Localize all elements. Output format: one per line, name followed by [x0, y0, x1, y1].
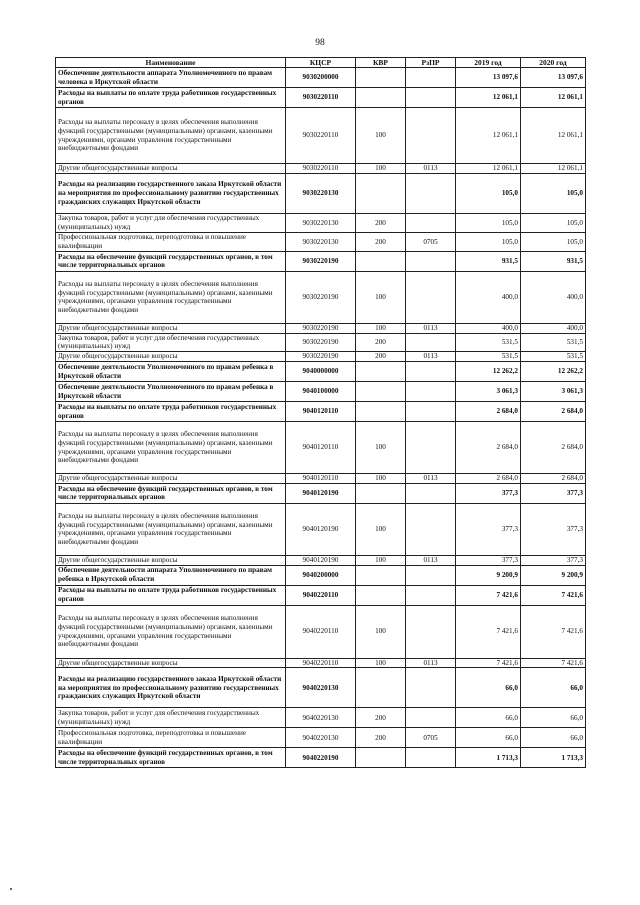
cell-2019: 2 684,0: [456, 402, 521, 422]
cell-rzpr: [406, 402, 456, 422]
cell-rzpr: [406, 173, 456, 213]
cell-kcsr: 9030220190: [286, 251, 356, 271]
header-kcsr: КЦСР: [286, 58, 356, 68]
header-kvr: КВР: [356, 58, 406, 68]
table-row: [56, 708, 586, 728]
cell-name: Профессиональная подготовка, переподготовка и повышение квалификации: [56, 232, 286, 251]
cell-2019: 377,3: [456, 555, 521, 565]
cell-2019: 66,0: [456, 728, 521, 748]
cell-2020: 2 684,0: [521, 422, 586, 474]
table-row: [56, 605, 586, 658]
cell-kcsr: 9040220130: [286, 668, 356, 708]
cell-rzpr: [406, 362, 456, 382]
cell-kcsr: 9030220190: [286, 323, 356, 333]
header-name: Наименование: [56, 58, 286, 68]
cell-kcsr: 9040220110: [286, 658, 356, 668]
cell-rzpr: 0113: [406, 658, 456, 668]
budget-table: [55, 57, 586, 768]
cell-2019: 377,3: [456, 503, 521, 555]
cell-kvr: 100: [356, 503, 406, 555]
cell-2020: 66,0: [521, 728, 586, 748]
cell-rzpr: [406, 333, 456, 352]
cell-name: Расходы на выплаты по оплате труда работников государственных органов: [56, 88, 286, 108]
cell-2019: 105,0: [456, 232, 521, 251]
cell-2020: 105,0: [521, 232, 586, 251]
table-row: [56, 173, 586, 213]
table-row: [56, 565, 586, 585]
cell-kcsr: 9040120190: [286, 503, 356, 555]
cell-rzpr: [406, 108, 456, 164]
cell-kvr: 200: [356, 352, 406, 362]
cell-rzpr: [406, 382, 456, 402]
cell-rzpr: [406, 483, 456, 503]
table-row: [56, 382, 586, 402]
cell-name: Расходы на выплаты по оплате труда работников государственных органов: [56, 402, 286, 422]
cell-2019: 12 061,1: [456, 164, 521, 174]
table-row: [56, 271, 586, 323]
cell-kvr: 200: [356, 232, 406, 251]
cell-kvr: [356, 88, 406, 108]
cell-kcsr: 9040220190: [286, 748, 356, 768]
cell-kcsr: 9030220130: [286, 213, 356, 232]
cell-name: Расходы на обеспечение функций государственных органов, в том числе территориальных органов: [56, 483, 286, 503]
cell-2019: 12 061,1: [456, 88, 521, 108]
cell-kcsr: 9040120110: [286, 422, 356, 474]
cell-rzpr: [406, 271, 456, 323]
cell-rzpr: [406, 503, 456, 555]
cell-kvr: [356, 173, 406, 213]
cell-2020: 105,0: [521, 213, 586, 232]
cell-kcsr: 9040120110: [286, 474, 356, 484]
cell-2019: 12 061,1: [456, 108, 521, 164]
cell-2020: 377,3: [521, 555, 586, 565]
cell-kcsr: 9030200000: [286, 68, 356, 88]
table-row: [56, 748, 586, 768]
cell-2019: 66,0: [456, 708, 521, 728]
cell-2019: 3 061,3: [456, 382, 521, 402]
cell-name: Другие общегосударственные вопросы: [56, 352, 286, 362]
cell-2019: 1 713,3: [456, 748, 521, 768]
table-row: [56, 503, 586, 555]
cell-2020: 2 684,0: [521, 474, 586, 484]
table-row: [56, 728, 586, 748]
cell-2019: 105,0: [456, 173, 521, 213]
cell-kcsr: 9030220130: [286, 232, 356, 251]
table-row: [56, 68, 586, 88]
table-body: [56, 68, 586, 768]
table-row: [56, 323, 586, 333]
cell-2019: 931,5: [456, 251, 521, 271]
cell-kcsr: 9030220190: [286, 352, 356, 362]
cell-kvr: [356, 668, 406, 708]
cell-2020: 13 097,6: [521, 68, 586, 88]
cell-kvr: 200: [356, 213, 406, 232]
cell-2019: 7 421,6: [456, 585, 521, 605]
cell-kcsr: 9040000000: [286, 362, 356, 382]
cell-kvr: [356, 585, 406, 605]
cell-rzpr: 0705: [406, 728, 456, 748]
table-row: [56, 658, 586, 668]
cell-name: Профессиональная подготовка, переподготовка и повышение квалификации: [56, 728, 286, 748]
cell-kcsr: 9030220110: [286, 108, 356, 164]
cell-2019: 7 421,6: [456, 658, 521, 668]
cell-2020: 931,5: [521, 251, 586, 271]
table-row: [56, 251, 586, 271]
table-row: [56, 585, 586, 605]
cell-kvr: [356, 362, 406, 382]
cell-name: Закупка товаров, работ и услуг для обеспечения государственных (муниципальных) нужд: [56, 333, 286, 352]
table-row: [56, 555, 586, 565]
cell-rzpr: [406, 565, 456, 585]
cell-kcsr: 9040220110: [286, 585, 356, 605]
cell-2020: 3 061,3: [521, 382, 586, 402]
cell-rzpr: [406, 88, 456, 108]
cell-kvr: 200: [356, 728, 406, 748]
cell-kvr: [356, 483, 406, 503]
table-row: [56, 352, 586, 362]
cell-kvr: [356, 382, 406, 402]
cell-kcsr: 9040220130: [286, 708, 356, 728]
cell-kvr: 200: [356, 708, 406, 728]
cell-name: Расходы на выплаты персоналу в целях обеспечения выполнения функций государственными (муниципальными) органами, казенными учреждениями, органами управления государственными внебюджетными фондами: [56, 503, 286, 555]
cell-2019: 377,3: [456, 483, 521, 503]
cell-2020: 66,0: [521, 708, 586, 728]
cell-rzpr: 0705: [406, 232, 456, 251]
cell-name: Расходы на реализацию государственного заказа Иркутской области на мероприятия по профессиональному развитию государственных гражданских служащих Иркутской области: [56, 668, 286, 708]
cell-kvr: 100: [356, 422, 406, 474]
cell-kcsr: 9030220110: [286, 88, 356, 108]
cell-2019: 531,5: [456, 333, 521, 352]
cell-name: Другие общегосударственные вопросы: [56, 658, 286, 668]
table-row: [56, 474, 586, 484]
table-row: [56, 333, 586, 352]
cell-2019: 2 684,0: [456, 474, 521, 484]
cell-name: Расходы на выплаты персоналу в целях обеспечения выполнения функций государственными (муниципальными) органами, казенными учреждениями, органами управления государственными внебюджетными фондами: [56, 271, 286, 323]
cell-2020: 377,3: [521, 483, 586, 503]
cell-rzpr: [406, 605, 456, 658]
table-row: [56, 483, 586, 503]
cell-2019: 66,0: [456, 668, 521, 708]
cell-2020: 531,5: [521, 333, 586, 352]
cell-rzpr: 0113: [406, 323, 456, 333]
table-row: [56, 402, 586, 422]
cell-kvr: [356, 251, 406, 271]
cell-rzpr: 0113: [406, 352, 456, 362]
cell-kcsr: 9030220130: [286, 173, 356, 213]
cell-rzpr: [406, 708, 456, 728]
cell-2019: 400,0: [456, 271, 521, 323]
cell-rzpr: [406, 668, 456, 708]
cell-name: Расходы на реализацию государственного заказа Иркутской области на мероприятия по профессиональному развитию государственных гражданских служащих Иркутской области: [56, 173, 286, 213]
cell-kvr: [356, 402, 406, 422]
cell-2020: 105,0: [521, 173, 586, 213]
cell-rzpr: [406, 213, 456, 232]
cell-2019: 105,0: [456, 213, 521, 232]
cell-kvr: 100: [356, 474, 406, 484]
cell-kvr: 100: [356, 555, 406, 565]
cell-kvr: 100: [356, 658, 406, 668]
header-2020: 2020 год: [521, 58, 586, 68]
cell-rzpr: [406, 748, 456, 768]
cell-2020: 7 421,6: [521, 585, 586, 605]
cell-name: Закупка товаров, работ и услуг для обеспечения государственных (муниципальных) нужд: [56, 213, 286, 232]
cell-2020: 400,0: [521, 271, 586, 323]
cell-name: Расходы на выплаты персоналу в целях обеспечения выполнения функций государственными (муниципальными) органами, казенными учреждениями, органами управления государственными внебюджетными фондами: [56, 605, 286, 658]
cell-kvr: 100: [356, 323, 406, 333]
cell-2020: 1 713,3: [521, 748, 586, 768]
table-row: [56, 213, 586, 232]
cell-kcsr: 9040200000: [286, 565, 356, 585]
cell-rzpr: [406, 251, 456, 271]
cell-kvr: [356, 748, 406, 768]
cell-kcsr: 9040120190: [286, 483, 356, 503]
cell-kcsr: 9040220110: [286, 605, 356, 658]
cell-kcsr: 9040100000: [286, 382, 356, 402]
cell-name: Расходы на выплаты персоналу в целях обеспечения выполнения функций государственными (муниципальными) органами, казенными учреждениями, органами управления государственными внебюджетными фондами: [56, 422, 286, 474]
cell-name: Расходы на обеспечение функций государственных органов, в том числе территориальных органов: [56, 748, 286, 768]
table-row: [56, 668, 586, 708]
cell-2019: 12 262,2: [456, 362, 521, 382]
cell-name: Расходы на обеспечение функций государственных органов, в том числе территориальных органов: [56, 251, 286, 271]
cell-2020: 531,5: [521, 352, 586, 362]
cell-2019: 9 200,9: [456, 565, 521, 585]
cell-kcsr: 9030220190: [286, 271, 356, 323]
header-rzpr: РзПР: [406, 58, 456, 68]
page-number: 98: [315, 38, 325, 48]
cell-2019: 7 421,6: [456, 605, 521, 658]
table-row: [56, 164, 586, 174]
cell-2019: 2 684,0: [456, 422, 521, 474]
cell-name: Обеспечение деятельности аппарата Уполномоченного по правам человека в Иркутской области: [56, 68, 286, 88]
cell-rzpr: 0113: [406, 164, 456, 174]
cell-2020: 12 262,2: [521, 362, 586, 382]
cell-name: Другие общегосударственные вопросы: [56, 474, 286, 484]
cell-kvr: 100: [356, 108, 406, 164]
cell-name: Другие общегосударственные вопросы: [56, 323, 286, 333]
scan-dot: [10, 888, 12, 890]
cell-kvr: [356, 68, 406, 88]
cell-kvr: 100: [356, 605, 406, 658]
cell-rzpr: 0113: [406, 555, 456, 565]
cell-name: Расходы на выплаты персоналу в целях обеспечения выполнения функций государственными (муниципальными) органами, казенными учреждениями, органами управления государственными внебюджетными фондами: [56, 108, 286, 164]
cell-kvr: 200: [356, 333, 406, 352]
cell-kcsr: 9040120110: [286, 402, 356, 422]
cell-2020: 7 421,6: [521, 605, 586, 658]
cell-name: Обеспечение деятельности аппарата Уполномоченного по правам ребенка в Иркутской области: [56, 565, 286, 585]
cell-kvr: [356, 565, 406, 585]
cell-2019: 400,0: [456, 323, 521, 333]
cell-2020: 7 421,6: [521, 658, 586, 668]
cell-2020: 400,0: [521, 323, 586, 333]
cell-2020: 377,3: [521, 503, 586, 555]
cell-name: Расходы на выплаты по оплате труда работников государственных органов: [56, 585, 286, 605]
cell-2020: 9 200,9: [521, 565, 586, 585]
cell-kvr: 100: [356, 164, 406, 174]
cell-kcsr: 9040220130: [286, 728, 356, 748]
cell-kcsr: 9030220190: [286, 333, 356, 352]
cell-2019: 13 097,6: [456, 68, 521, 88]
cell-2020: 12 061,1: [521, 164, 586, 174]
table-row: [56, 232, 586, 251]
cell-rzpr: [406, 585, 456, 605]
cell-rzpr: 0113: [406, 474, 456, 484]
table-row: [56, 422, 586, 474]
cell-2020: 2 684,0: [521, 402, 586, 422]
cell-kcsr: 9030220110: [286, 164, 356, 174]
cell-rzpr: [406, 68, 456, 88]
cell-2020: 12 061,1: [521, 108, 586, 164]
table-row: [56, 362, 586, 382]
cell-kvr: 100: [356, 271, 406, 323]
cell-rzpr: [406, 422, 456, 474]
table-header-row: [56, 58, 586, 68]
cell-name: Другие общегосударственные вопросы: [56, 555, 286, 565]
cell-name: Закупка товаров, работ и услуг для обеспечения государственных (муниципальных) нужд: [56, 708, 286, 728]
cell-name: Обеспечение деятельности Уполномоченного по правам ребенка в Иркутской области: [56, 382, 286, 402]
cell-2020: 12 061,1: [521, 88, 586, 108]
table-row: [56, 108, 586, 164]
cell-name: Обеспечение деятельности Уполномоченного по правам ребенка в Иркутской области: [56, 362, 286, 382]
cell-kcsr: 9040120190: [286, 555, 356, 565]
table-row: [56, 88, 586, 108]
cell-2020: 66,0: [521, 668, 586, 708]
cell-2019: 531,5: [456, 352, 521, 362]
header-2019: 2019 год: [456, 58, 521, 68]
cell-name: Другие общегосударственные вопросы: [56, 164, 286, 174]
